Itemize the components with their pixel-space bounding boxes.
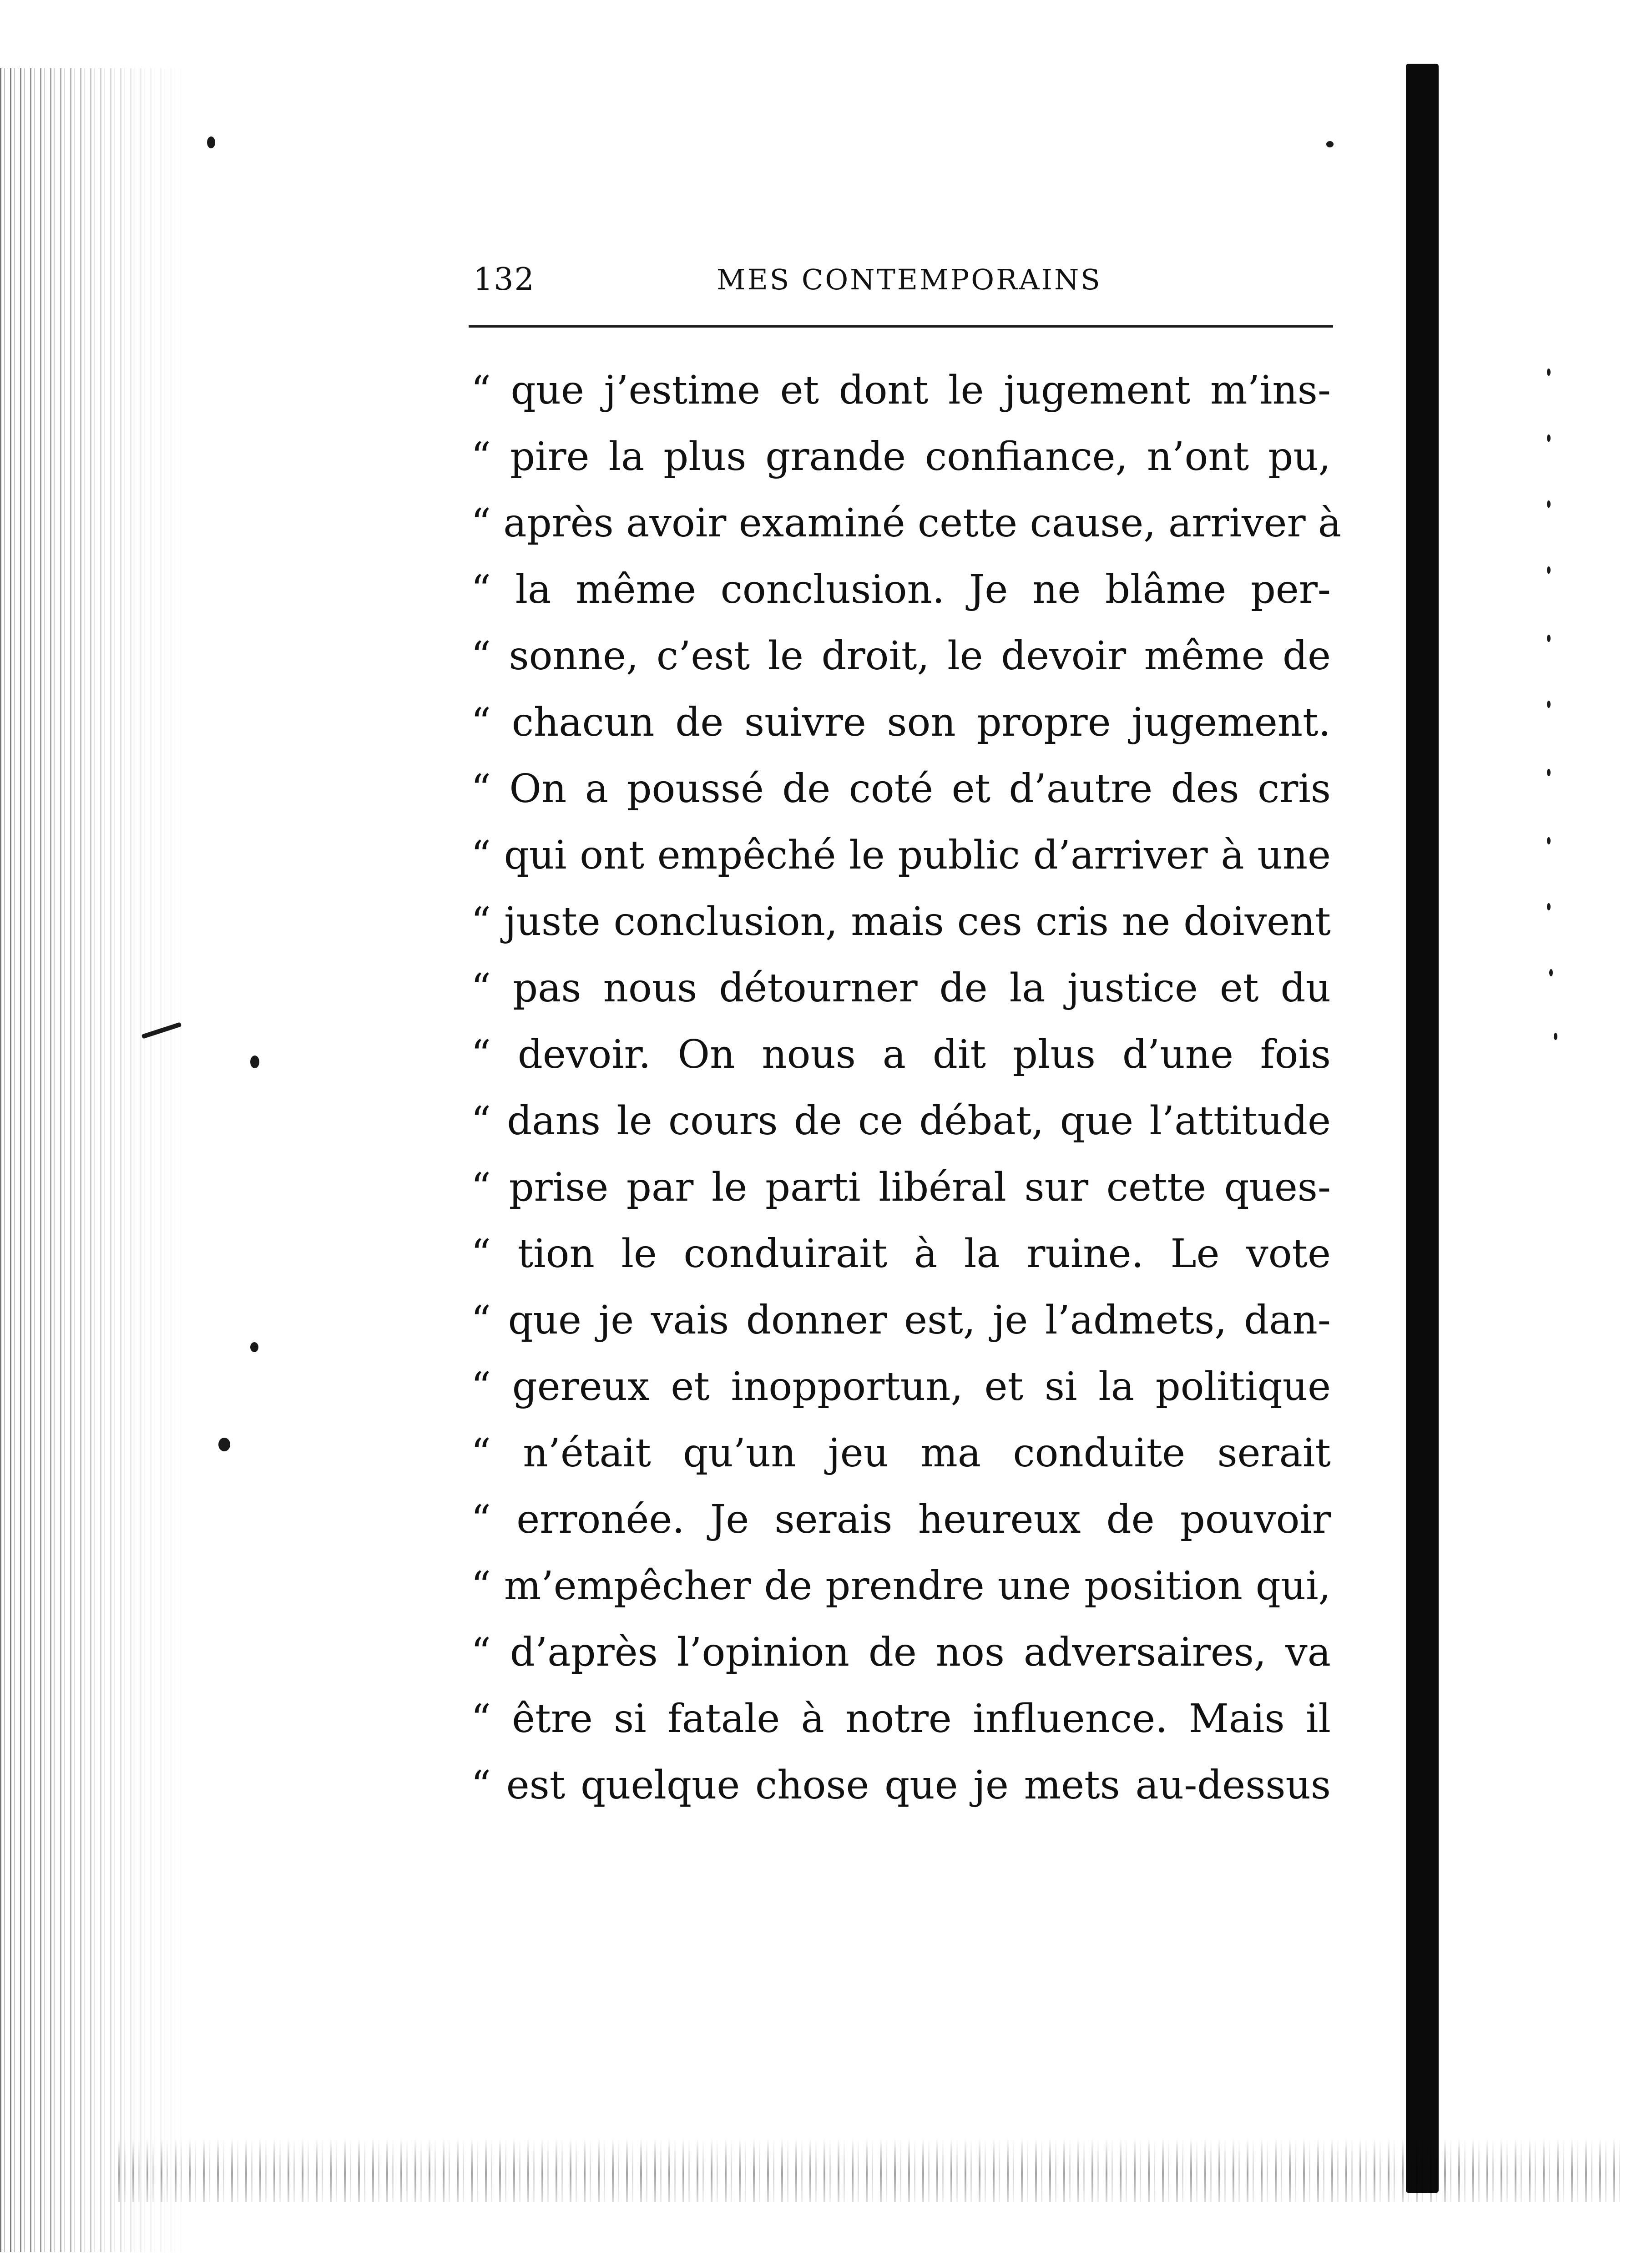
text-line: “ est quelque chose que je mets au-dessus [471, 1763, 1331, 1808]
text-line: “ juste conclusion, mais ces cris ne doivent [471, 899, 1331, 945]
scan-speck [1547, 903, 1551, 910]
scan-speck [218, 1438, 230, 1451]
text-line: “ que je vais donner est, je l’admets, dan- [471, 1298, 1331, 1343]
header-rule [469, 325, 1333, 328]
scan-speck [1547, 369, 1551, 376]
page-number: 132 [473, 262, 535, 298]
scan-speck [1547, 837, 1551, 844]
running-head [455, 255, 1347, 305]
scan-edge-band [1406, 64, 1439, 2193]
scan-speck [1547, 769, 1551, 776]
scan-speck [1547, 566, 1551, 574]
scan-speck [250, 1056, 259, 1068]
text-line: “ qui ont empêché le public d’arriver à une [471, 833, 1331, 878]
text-line: “ dans le cours de ce débat, que l’attitude [471, 1098, 1331, 1144]
scan-speck [1554, 1033, 1557, 1040]
text-line: “ être si fatale à notre influence. Mais il [471, 1696, 1331, 1742]
scan-speck [1547, 434, 1551, 442]
text-line: “ prise par le parti libéral sur cette ques- [471, 1165, 1331, 1210]
text-line: “ tion le conduirait à la ruine. Le vote [471, 1231, 1331, 1277]
text-line: “ après avoir examiné cette cause, arriver à [471, 500, 1342, 546]
text-line: “ gereux et inopportun, et si la politique [471, 1364, 1331, 1409]
text-line: “ m’empêcher de prendre une position qui, [471, 1563, 1331, 1609]
text-line: “ sonne, c’est le droit, le devoir même de [471, 633, 1331, 679]
scan-speck [1547, 635, 1551, 642]
text-line: “ n’était qu’un jeu ma conduite serait [471, 1430, 1331, 1476]
scan-speck [250, 1342, 258, 1352]
text-line: “ que j’estime et dont le jugement m’ins- [471, 368, 1331, 413]
text-line: “ la même conclusion. Je ne blâme per- [471, 567, 1331, 612]
text-line: “ chacun de suivre son propre jugement. [471, 700, 1331, 745]
text-line: “ pas nous détourner de la justice et du [471, 965, 1331, 1011]
text-line: “ devoir. On nous a dit plus d’une fois [471, 1032, 1331, 1077]
scan-speck [1547, 701, 1551, 708]
text-line: “ erronée. Je serais heureux de pouvoir [471, 1497, 1331, 1542]
running-title: MES CONTEMPORAINS [717, 263, 1102, 296]
text-line: “ On a poussé de coté et d’autre des cris [471, 766, 1331, 812]
scan-speck [1549, 969, 1553, 976]
scan-speck [1547, 500, 1551, 508]
body-text [471, 357, 1342, 1818]
scan-speck [207, 136, 215, 148]
scan-speck [1326, 141, 1334, 147]
text-line: “ pire la plus grande confiance, n’ont pu, [471, 434, 1331, 480]
scan-bottom-noise [118, 2138, 1620, 2202]
scan-binding-shadow [0, 68, 191, 2252]
text-line: “ d’après l’opinion de nos adversaires, va [471, 1630, 1331, 1675]
